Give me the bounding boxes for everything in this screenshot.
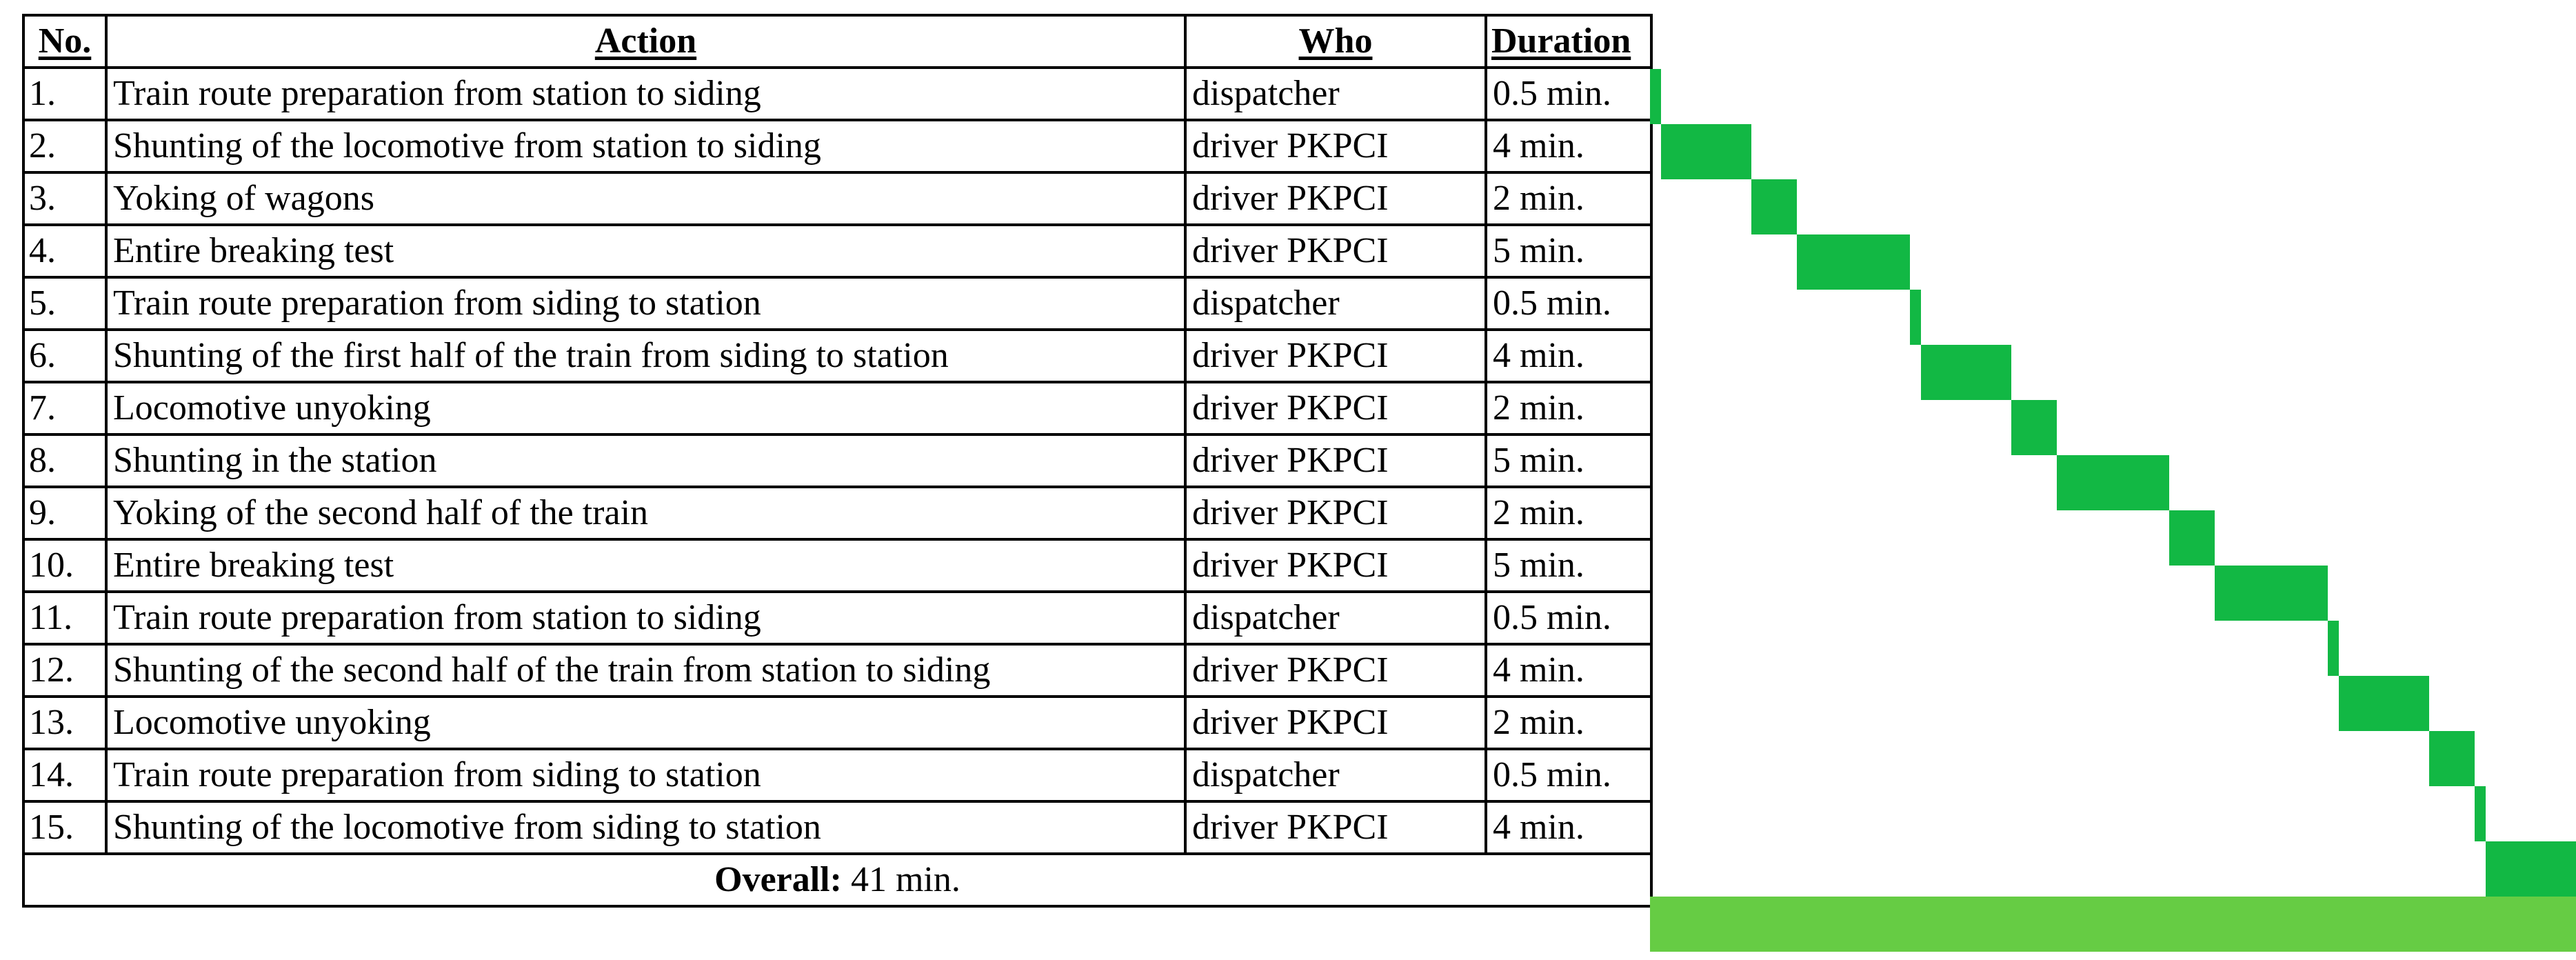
gantt-bar-step <box>2486 841 2576 897</box>
row-action: Train route preparation from siding to station <box>106 749 1185 801</box>
table-row <box>23 539 1651 592</box>
table-row <box>23 120 1651 172</box>
row-who: driver PKPCI <box>1185 644 1486 697</box>
row-duration: 0.5 min. <box>1486 592 1651 644</box>
gantt-bar-step <box>2339 676 2429 731</box>
gantt-bar-step <box>1910 290 1921 345</box>
header-duration: Duration <box>1486 15 1651 68</box>
table-row <box>23 225 1651 277</box>
row-action: Train route preparation from siding to station <box>106 277 1185 330</box>
schedule-table <box>22 14 1653 908</box>
row-action: Train route preparation from station to siding <box>106 592 1185 644</box>
table-row <box>23 68 1651 120</box>
overall-cell <box>23 854 1651 906</box>
gantt-bar-step <box>1661 124 1751 179</box>
row-duration: 2 min. <box>1486 697 1651 749</box>
row-who: driver PKPCI <box>1185 120 1486 172</box>
row-duration: 4 min. <box>1486 330 1651 382</box>
gantt-bar-step <box>2011 400 2057 455</box>
row-number: 1. <box>23 68 106 120</box>
row-who: dispatcher <box>1185 592 1486 644</box>
row-number: 6. <box>23 330 106 382</box>
row-action: Entire breaking test <box>106 225 1185 277</box>
gantt-bar-step <box>1797 234 1910 290</box>
row-duration: 4 min. <box>1486 801 1651 854</box>
row-who: driver PKPCI <box>1185 225 1486 277</box>
row-number: 9. <box>23 487 106 539</box>
overall-label: Overall: <box>714 860 842 899</box>
row-action: Shunting of the locomotive from station to siding <box>106 120 1185 172</box>
header-row <box>23 15 1651 68</box>
row-duration: 0.5 min. <box>1486 749 1651 801</box>
gantt-bar-step <box>2328 621 2339 676</box>
row-number: 10. <box>23 539 106 592</box>
row-number: 15. <box>23 801 106 854</box>
row-duration: 2 min. <box>1486 172 1651 225</box>
row-who: dispatcher <box>1185 749 1486 801</box>
gantt-bar-step <box>2429 731 2475 786</box>
row-action: Train route preparation from station to siding <box>106 68 1185 120</box>
row-action: Locomotive unyoking <box>106 697 1185 749</box>
table-row <box>23 277 1651 330</box>
row-action: Shunting in the station <box>106 434 1185 487</box>
row-action: Shunting of the first half of the train from siding to station <box>106 330 1185 382</box>
table-row <box>23 172 1651 225</box>
table-row <box>23 434 1651 487</box>
overall-row <box>23 854 1651 906</box>
row-action: Yoking of the second half of the train <box>106 487 1185 539</box>
row-duration: 5 min. <box>1486 539 1651 592</box>
table-row <box>23 487 1651 539</box>
row-number: 7. <box>23 382 106 434</box>
table-body <box>23 68 1651 906</box>
row-number: 14. <box>23 749 106 801</box>
table-row <box>23 382 1651 434</box>
gantt-bar-step <box>2475 786 2486 841</box>
row-action: Locomotive unyoking <box>106 382 1185 434</box>
row-duration: 5 min. <box>1486 434 1651 487</box>
row-who: driver PKPCI <box>1185 382 1486 434</box>
row-number: 11. <box>23 592 106 644</box>
row-who: driver PKPCI <box>1185 539 1486 592</box>
row-duration: 2 min. <box>1486 382 1651 434</box>
row-who: driver PKPCI <box>1185 801 1486 854</box>
row-duration: 4 min. <box>1486 644 1651 697</box>
row-number: 12. <box>23 644 106 697</box>
row-duration: 0.5 min. <box>1486 68 1651 120</box>
row-who: driver PKPCI <box>1185 434 1486 487</box>
gantt-bar-step <box>1921 345 2011 400</box>
header-who: Who <box>1185 15 1486 68</box>
gantt-bar-step <box>2215 566 2328 621</box>
gantt-bar-step <box>2169 510 2215 566</box>
row-number: 3. <box>23 172 106 225</box>
gantt-bar-overall <box>1650 897 2576 952</box>
row-number: 2. <box>23 120 106 172</box>
row-action: Shunting of the second half of the train from station to siding <box>106 644 1185 697</box>
row-action: Shunting of the locomotive from siding to station <box>106 801 1185 854</box>
row-duration: 5 min. <box>1486 225 1651 277</box>
gantt-bars <box>1650 14 2576 960</box>
table-row <box>23 644 1651 697</box>
row-who: driver PKPCI <box>1185 487 1486 539</box>
table-row <box>23 749 1651 801</box>
row-who: driver PKPCI <box>1185 330 1486 382</box>
table-row <box>23 592 1651 644</box>
row-number: 8. <box>23 434 106 487</box>
header-action: Action <box>106 15 1185 68</box>
row-who: driver PKPCI <box>1185 172 1486 225</box>
table-row <box>23 697 1651 749</box>
row-who: dispatcher <box>1185 277 1486 330</box>
row-number: 13. <box>23 697 106 749</box>
gantt-bar-step <box>2057 455 2170 510</box>
header-no: No. <box>23 15 106 68</box>
gantt-bar-step <box>1650 69 1661 124</box>
row-action: Yoking of wagons <box>106 172 1185 225</box>
row-who: dispatcher <box>1185 68 1486 120</box>
overall-value: 41 min. <box>850 860 960 899</box>
table-row <box>23 330 1651 382</box>
row-duration: 2 min. <box>1486 487 1651 539</box>
row-who: driver PKPCI <box>1185 697 1486 749</box>
row-action: Entire breaking test <box>106 539 1185 592</box>
gantt-bar-step <box>1751 179 1797 234</box>
row-number: 5. <box>23 277 106 330</box>
row-duration: 4 min. <box>1486 120 1651 172</box>
row-number: 4. <box>23 225 106 277</box>
table-row <box>23 801 1651 854</box>
row-duration: 0.5 min. <box>1486 277 1651 330</box>
